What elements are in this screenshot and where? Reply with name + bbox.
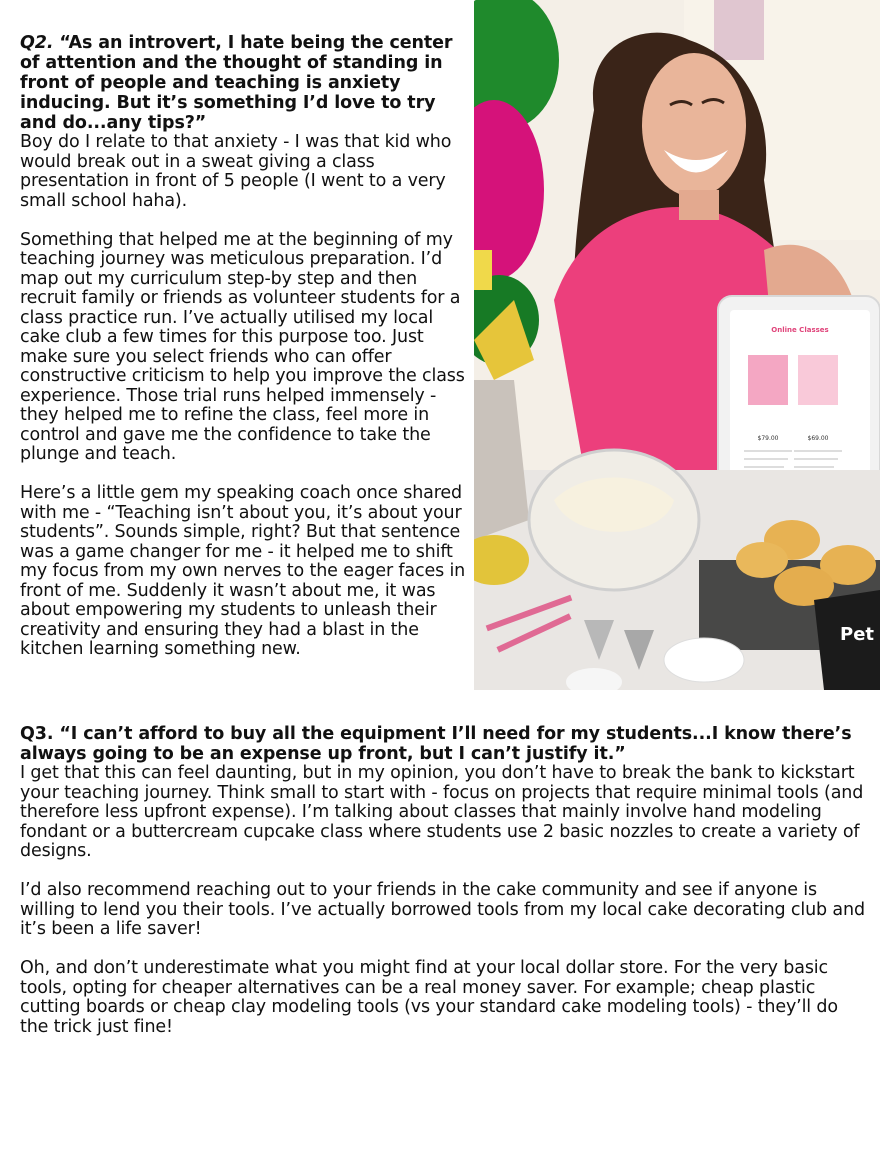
- q2-section: [20, 33, 472, 679]
- q2-question: [20, 33, 472, 133]
- tablet-price-2: $69.00: [807, 435, 829, 442]
- q3-answer-paragraph-3: Oh, and don’t underestimate what you might find at your local dollar store. For the very basic tools, opting for cheaper alternatives can be a real money saver. For example; cheap plastic cutting boards or cheap clay modeling tools (vs your standard cake modeling tools) - they’ll do the trick just fine!: [20, 958, 838, 1037]
- q3-section: [20, 724, 865, 1057]
- q3-question-text: “I can’t afford to buy all the equipment I’ll need for my students...I know there’s always going to be an expense up front, but I can’t justify it.”: [20, 724, 852, 764]
- package-text: Pet: [840, 624, 875, 645]
- face: [642, 53, 746, 197]
- q2-answer-paragraph-1: Boy do I relate to that anxiety - I was that kid who would break out in a sweat giving a class presentation in front of 5 people (I went to a very small school haha).: [20, 132, 452, 211]
- q2-question-text: “As an introvert, I hate being the center of attention and the thought of standing in front of people and teaching is anxiety inducing. But it’s something I’d love to try and do...any tips?”: [20, 33, 453, 133]
- tablet-heading: Online Classes: [771, 326, 829, 334]
- tablet-price-1: $79.00: [757, 435, 779, 442]
- q3-answer-paragraph-1: I get that this can feel daunting, but in my opinion, you don’t have to break the bank to kickstart your teaching journey. Think small to start with - focus on projects that require minimal tools (and therefore less upfront expense). I’m talking about classes that mainly involve hand modeling fondant or a buttercream cupcake class where students use 2 basic nozzles to create a variety of designs.: [20, 763, 864, 861]
- q2-answer-paragraph-3: Here’s a little gem my speaking coach once shared with me - “Teaching isn’t about you, it’s about your students”. Sounds simple, right? But that sentence was a game changer for me - it helped me to shift my focus from my own nerves to the eager faces in front of me. Suddenly it wasn’t about me, it was about empowering my students to unleash their creativity and ensuring they had a blast in the kitchen learning something new.: [20, 483, 466, 659]
- baker-photo: [474, 0, 880, 690]
- q3-number: Q3.: [20, 724, 54, 744]
- q2-number: Q2.: [20, 33, 54, 53]
- q2-answer-paragraph-2: Something that helped me at the beginning of my teaching journey was meticulous preparation. I’d map out my curriculum step-by step and then recruit family or friends as volunteer students for a class practice run. I’ve actually utilised my local cake club a few times for this purpose too. Just make sure you select friends who can offer constructive criticism to help you improve the class experience. Those trial runs helped immensely - they helped me to refine the class, feel more in control and gave me the confidence to take the plunge and teach.: [20, 229, 465, 464]
- q3-answer-paragraph-2: I’d also recommend reaching out to your friends in the cake community and see if anyone is willing to lend you their tools. I’ve actually borrowed tools from my local cake decorating club and it’s been a life saver!: [20, 880, 865, 939]
- q3-question: [20, 724, 865, 764]
